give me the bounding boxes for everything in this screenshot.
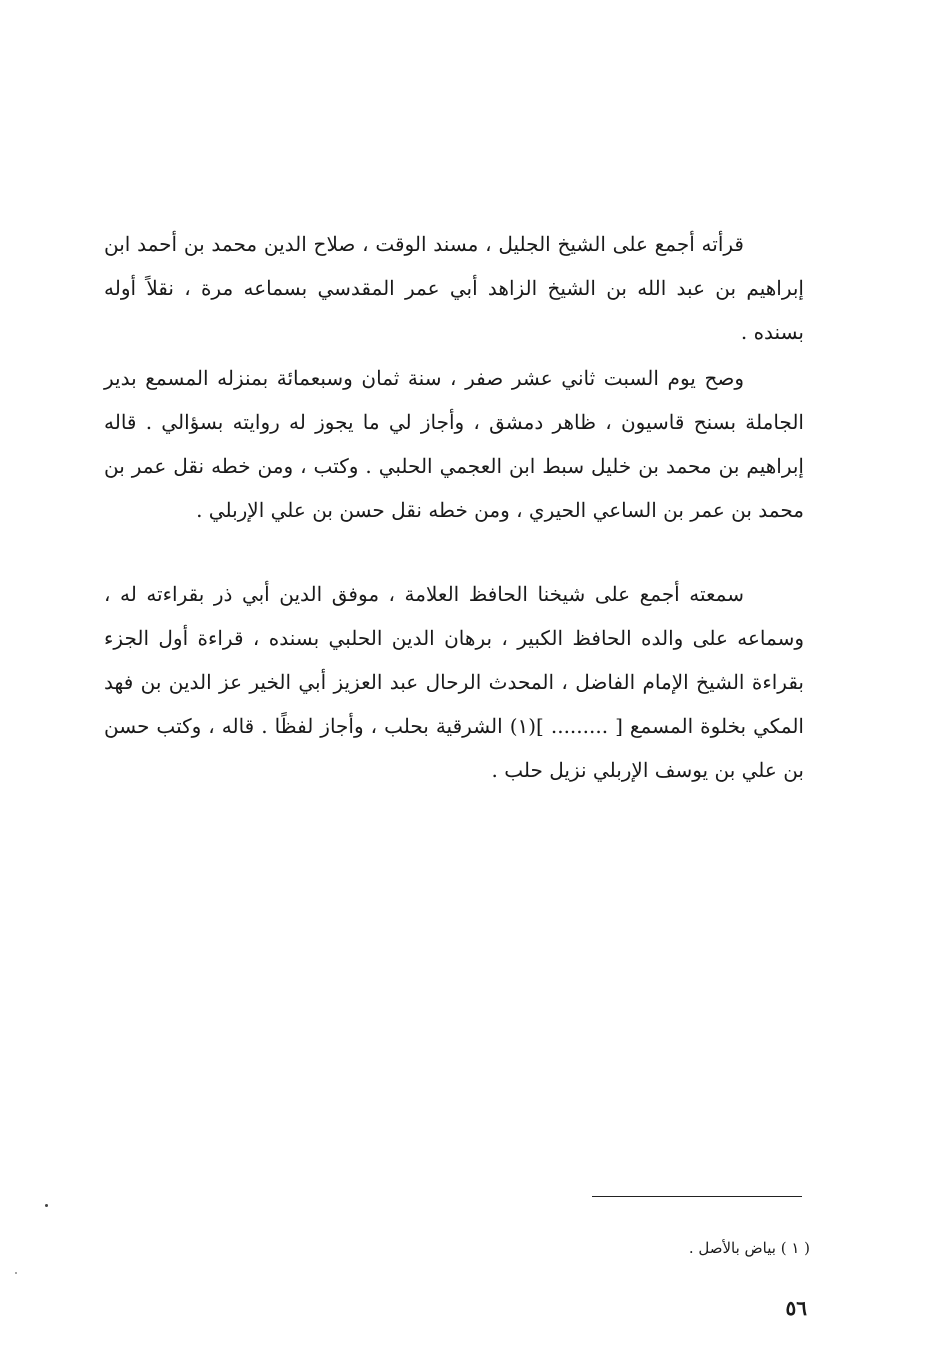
footnote-divider [592, 1196, 802, 1197]
footnote-1: ( ١ ) بياض بالأصل . [688, 1239, 810, 1257]
paragraph-1-text: قرأته أجمع على الشيخ الجليل ، مسند الوقت ، صلاح الدين محمد بن أحمد ابن إبراهيم بن عبد الله بن الشيخ الزاهد أبي عمر المقدسي بسماعه مرة ، نقلاً أوله بسنده . [104, 232, 804, 344]
scan-speck [45, 1204, 48, 1207]
paragraph-2 [104, 356, 804, 532]
paragraph-3 [104, 572, 804, 792]
scan-speck [15, 1272, 17, 1274]
paragraph-2-text: وصح يوم السبت ثاني عشر صفر ، سنة ثمان وسبعمائة بمنزله المسمع بدير الجاملة بسنح قاسيون ، ظاهر دمشق ، وأجاز لي ما يجوز له روايته بسؤالي . قاله إبراهيم بن محمد بن خليل سبط ابن العجمي الحلبي . وكتب ، ومن خطه نقل عمر بن محمد بن عمر بن الساعي الحيري ، ومن خطه نقل حسن بن علي الإربلي . [104, 366, 804, 522]
paragraph-1 [104, 222, 804, 354]
paragraph-3-text: سمعته أجمع على شيخنا الحافظ العلامة ، موفق الدين أبي ذر بقراءته له ، وسماعه على والده الحافظ الكبير ، برهان الدين الحلبي بسنده ، قراءة أول الجزء بقراءة الشيخ الإمام الفاضل ، المحدث الرحال عبد العزيز أبي الخير عز الدين بن فهد المكي بخلوة المسمع [ ......... ](١) الشرقية بحلب ، وأجاز لفظًا . قاله ، وكتب حسن بن علي بن يوسف الإربلي نزيل حلب . [104, 582, 804, 782]
page-number: ٥٦ [785, 1296, 807, 1320]
